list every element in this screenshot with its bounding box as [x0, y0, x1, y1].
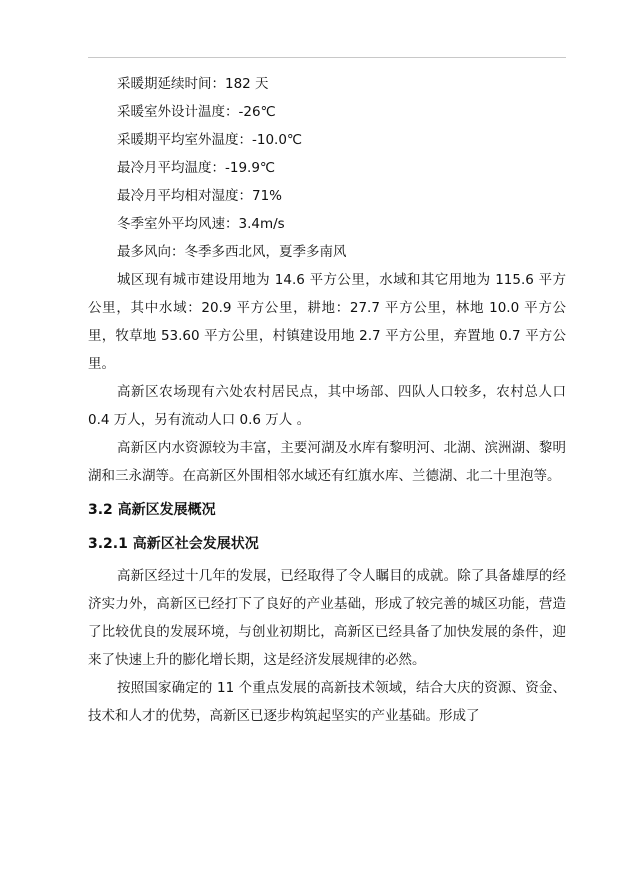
- heating-average-outdoor-temp: 采暖期平均室外温度：-10.0℃: [117, 132, 303, 148]
- climate-list: [88, 70, 566, 266]
- coldest-month-humidity: 最冷月平均相对湿度：71%: [117, 188, 283, 204]
- subsection-heading: 3.2.1 高新区社会发展状况: [88, 536, 259, 552]
- header-rule: [88, 57, 566, 58]
- coldest-month-average-temp: 最冷月平均温度：-19.9℃: [117, 160, 276, 176]
- page-content: [88, 70, 566, 730]
- section-heading: 3.2 高新区发展概况: [88, 502, 216, 518]
- heating-period-duration: 采暖期延续时间：182 天: [117, 76, 269, 92]
- industry-paragraph: 按照国家确定的 11 个重点发展的高新技术领域，结合大庆的资源、资金、技术和人才的优势，高新区已逐步构筑起坚实的产业基础。形成了: [88, 680, 566, 724]
- winter-wind-speed: 冬季室外平均风速：3.4m/s: [117, 216, 285, 232]
- land-use-paragraph: 城区现有城市建设用地为 14.6 平方公里，水域和其它用地为 115.6 平方公里，其中水域：20.9 平方公里，耕地：27.7 平方公里，林地 10.0 平方公里，牧草地 53.60 平方公里，村镇建设用地 2.7 平方公里，弃置地 0.7 平方公里。: [88, 272, 566, 372]
- prevailing-wind-direction: 最多风向：冬季多西北风，夏季多南风: [117, 244, 347, 260]
- heating-outdoor-design-temp: 采暖室外设计温度：-26℃: [117, 104, 276, 120]
- population-paragraph: 高新区农场现有六处农村居民点，其中场部、四队人口较多，农村总人口 0.4 万人，另有流动人口 0.6 万人 。: [88, 384, 566, 428]
- development-paragraph: 高新区经过十几年的发展，已经取得了令人瞩目的成就。除了具备雄厚的经济实力外，高新区已经打下了良好的产业基础，形成了较完善的城区功能，营造了比较优良的发展环境，与创业初期比，高新区已经具备了加快发展的条件，迎来了快速上升的膨化增长期，这是经济发展规律的必然。: [88, 568, 566, 668]
- water-resources-paragraph: 高新区内水资源较为丰富，主要河湖及水库有黎明河、北湖、滨洲湖、黎明湖和三永湖等。在高新区外围相邻水域还有红旗水库、兰德湖、北二十里泡等。: [88, 440, 566, 484]
